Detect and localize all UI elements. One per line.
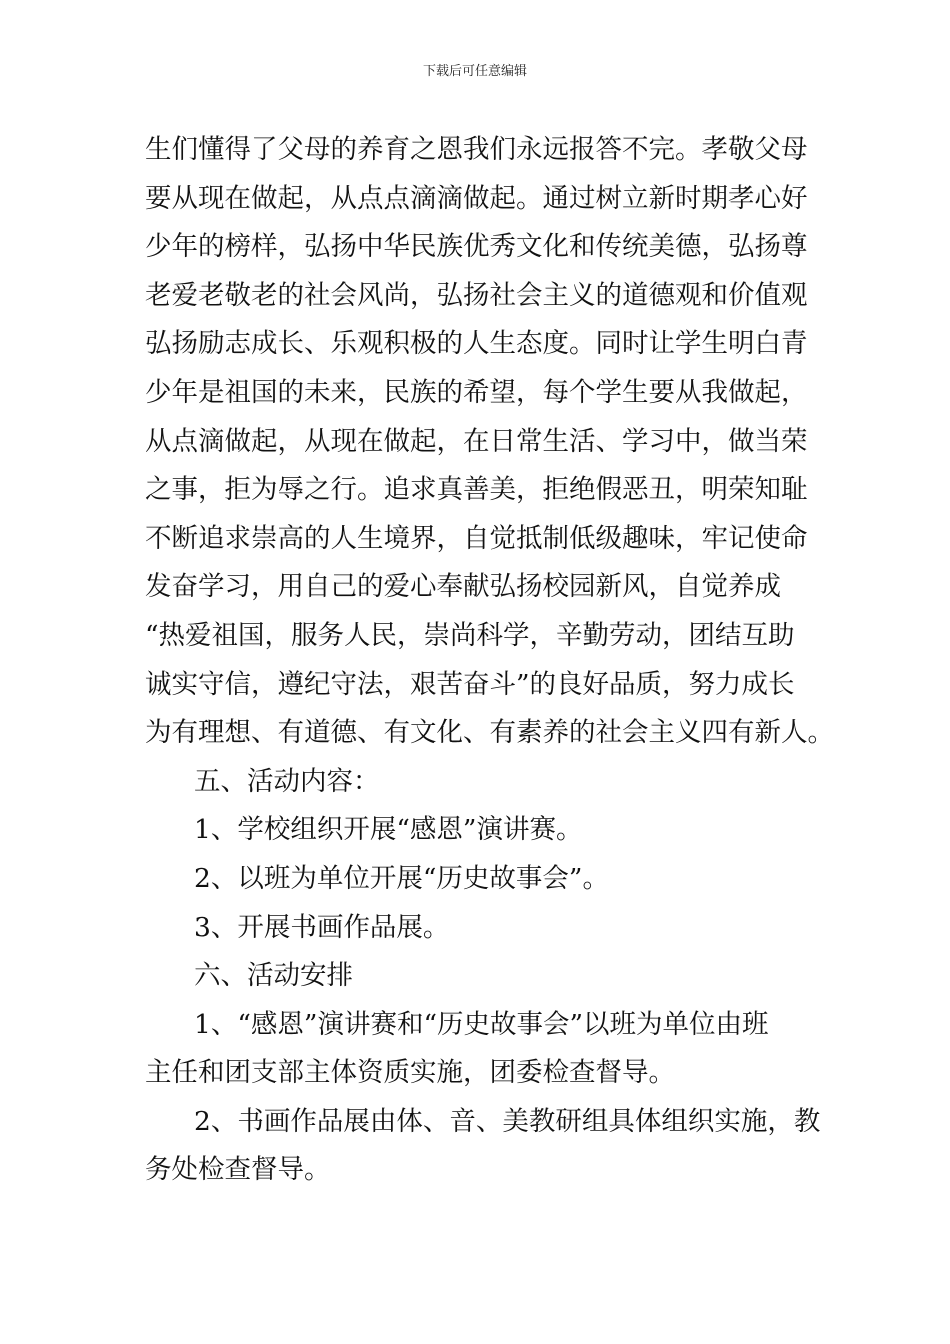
paragraph-1-line-9: 不断追求崇高的人生境界，自觉抵制低级趣味，牢记使命 xyxy=(145,522,808,554)
paragraph-1-line-12: 诚实守信，遵纪守法，艰苦奋斗”的良好品质，努力成长 xyxy=(145,668,795,700)
paragraph-1-line-7: 从点滴做起，从现在做起，在日常生活、学习中，做当荣 xyxy=(145,425,808,457)
paragraph-1-line-1: 生们懂得了父母的养育之恩我们永远报答不完。孝敬父母 xyxy=(145,134,808,165)
section-heading-activity-arrangement: 六、活动安排 xyxy=(194,960,353,992)
paragraph-1-line-8: 之事，拒为辱之行。追求真善美，拒绝假恶丑，明荣知耻 xyxy=(145,474,808,506)
arrangement-item-2-line-1: 2、书画作品展由体、音、美教研组具体组织实施，教 xyxy=(194,1105,821,1137)
arrangement-item-2-line-2: 务处检查督导。 xyxy=(145,1154,331,1186)
paragraph-1-line-4: 老爱老敬老的社会风尚，弘扬社会主义的道德观和价值观 xyxy=(145,279,808,311)
arrangement-item-1-line-2: 主任和团支部主体资质实施，团委检查督导。 xyxy=(145,1057,675,1089)
paragraph-1-line-6: 少年是祖国的未来，民族的希望，每个学生要从我做起， xyxy=(145,376,808,408)
list-item: 3、开展书画作品展。 xyxy=(194,911,450,943)
paragraph-1-line-10: 发奋学习，用自己的爱心奉献弘扬校园新风，自觉养成 xyxy=(145,571,781,603)
document-body xyxy=(145,126,834,1195)
paragraph-1-line-5: 弘扬励志成长、乐观积极的人生态度。同时让学生明白青 xyxy=(145,328,808,360)
paragraph-1-line-11: “热爱祖国，服务人民，崇尚科学，辛勤劳动，团结互助 xyxy=(145,619,795,651)
arrangement-item-1-line-1: 1、“感恩”演讲赛和“历史故事会”以班为单位由班 xyxy=(194,1008,769,1040)
paragraph-1-line-13: 为有理想、有道德、有文化、有素养的社会主义四有新人。 xyxy=(145,717,834,749)
section-heading-activity-content: 五、活动内容： xyxy=(194,765,380,797)
page-header: 下载后可任意编辑 xyxy=(422,64,527,79)
paragraph-1-line-2: 要从现在做起，从点点滴滴做起。通过树立新时期孝心好 xyxy=(145,182,808,214)
list-item: 1、学校组织开展“感恩”演讲赛。 xyxy=(194,814,583,846)
list-item: 2、以班为单位开展“历史故事会”。 xyxy=(194,862,609,894)
paragraph-1-line-3: 少年的榜样，弘扬中华民族优秀文化和传统美德，弘扬尊 xyxy=(145,231,808,263)
